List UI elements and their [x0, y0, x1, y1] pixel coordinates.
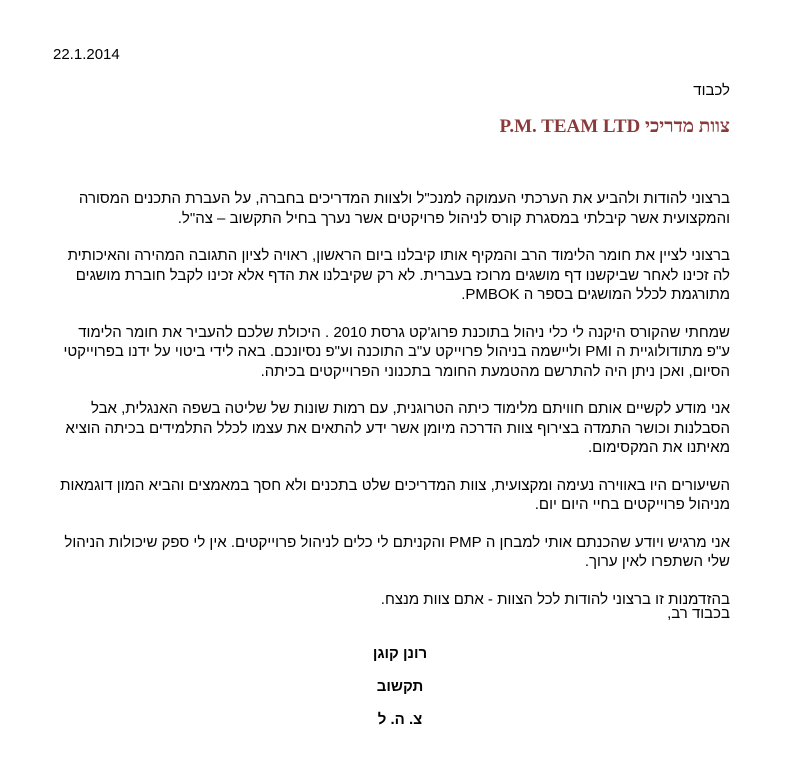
paragraph-atmosphere: השיעורים היו באווירה נעימה ומקצועית, צוות המדריכים שלט בתכנים ולא חסך במאמצים והביא המון דוגמאות מניהול פרוייקטים בחיי היום יום.: [60, 476, 730, 513]
salutation: לכבוד: [693, 82, 730, 99]
paragraph-pmp: אני מרגיש ויודע שהכנתם אותי למבחן ה PMP והקניתם לי כלים לניהול פרוייקטים. אין לי ספק שיכולות הניהול שלי השתפרו לאין ערוך.: [64, 533, 730, 570]
signature-name: רונן קוגן: [372, 645, 428, 662]
recipient-company: P.M. TEAM LTD: [499, 116, 641, 137]
paragraph-challenges: אני מודע לקשיים אותם חוויתם מלימוד כיתה הטרוגנית, עם רמות שונות של שליטה בשפה האנגלית, אבל הסבלנות וכושר התמדה בצירוף צוות הדרכה מיומן אשר ידע להתאים את עצמו לכלל התלמידים בכיתה הוציא מאיתנו את המקסימום.: [65, 400, 730, 456]
paragraph-materials: ברצוני לציין את חומר הלימוד הרב והמקיף אותו קיבלנו ביום הראשון, ראויה לציון התגובה המהירה והאיכותית לה זכינו לאחר שביקשנו דף מושגים מרוכז בעברית. לא רק שקיבלנו את הדף אלא זכינו לקבל חוברת מושגים מתורגמת לכלל המושגים בספר ה PMBOK.: [67, 247, 730, 303]
signature-organization: צ. ה. ל: [377, 711, 423, 728]
letter-body: [52, 189, 730, 627]
recipient-hebrew: צוות מדריכי: [645, 116, 730, 137]
letter-date: 22.1.2014: [53, 46, 120, 63]
paragraph-thanks: ברצוני להודות ולהביע את הערכתי העמוקה למנכ"ל ולצוות המדריכים בחברה, על העברת התכנים המסורה והמקצועית אשר קיבלתי במסגרת קורס לניהול פרויקטים אשר נערך בחיל התקשוב – צה"ל.: [78, 190, 730, 227]
signature-unit: תקשוב: [376, 678, 424, 695]
recipient-line: [52, 116, 730, 138]
paragraph-project-tools: שמחתי שהקורס היקנה לי כלי ניהול בתוכנת פרוג'קט גרסת 2010 . היכולת שלכם להעביר את חומר הלימוד ע"פ מתודולוגיית ה PMI וליישמה בניהול פרוייקט ע"ב התוכנה וע"פ נסיונכם. באה לידי ביטוי על ידנו בפרוייקטי הסיום, ואכן ניתן היה להתרשם מהטמעת החומר בתכנוני הפרוייקטים בכיתה.: [63, 323, 730, 380]
closing: בכבוד רב,: [667, 605, 730, 622]
paragraph-closing-thanks: בהזדמנות זו ברצוני להודות לכל הצוות - אתם צוות מנצח.: [380, 590, 730, 608]
